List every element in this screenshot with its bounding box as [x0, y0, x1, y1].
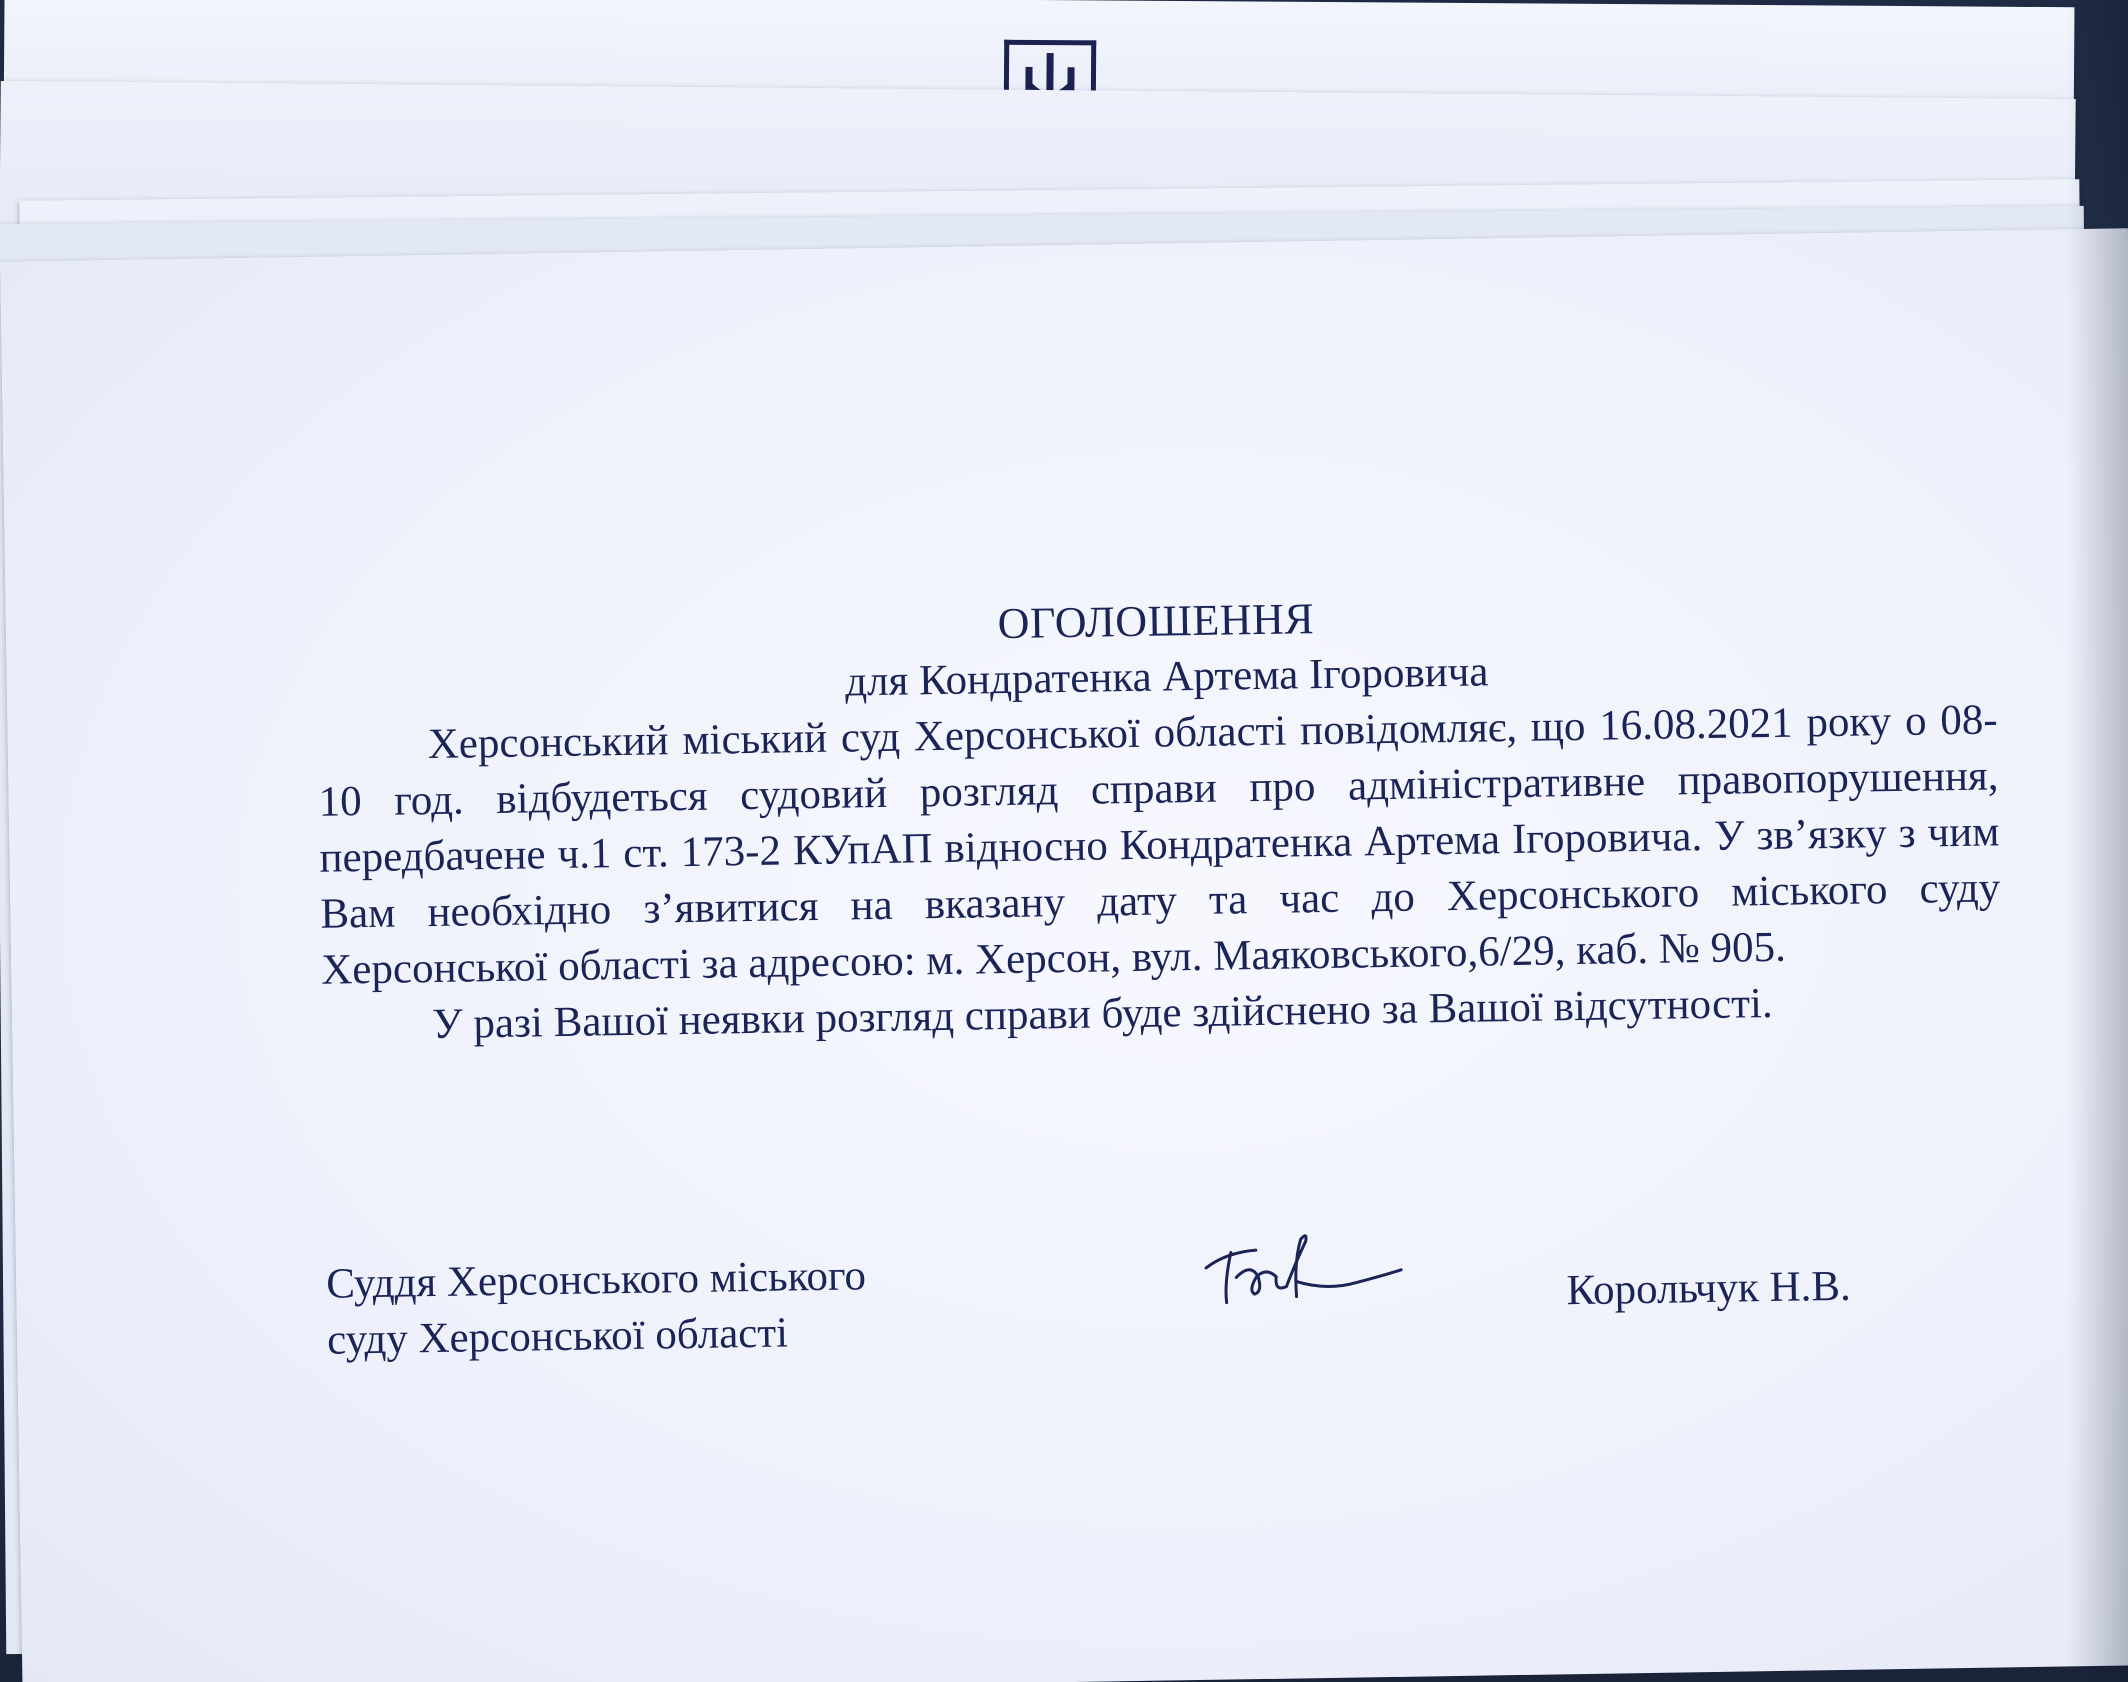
notice-sheet [0, 228, 2128, 1682]
judge-name: Корольчук Н.В. [1566, 1262, 1852, 1315]
judge-title [326, 1246, 1028, 1369]
notice-addressee: для Кондратенка Артема Ігоровича [844, 648, 1489, 706]
handwritten-signature [1195, 1220, 1417, 1333]
judge-title-line-2: суду Херсонської області [326, 1309, 789, 1364]
notice-heading: ОГОЛОШЕННЯ [997, 594, 1315, 649]
notice-text [316, 580, 2003, 1054]
notice-paragraph-1: Херсонський міський суд Херсонської області повідомляє, що 16.08.2021 року о 08-10 год. відбудеться судовий розгляд справи про адміністративне правопорушення, передбачене ч.1 ст. 173-2 КУпАП відносно Кондратенка Артема Ігоровича. У зв’язку з чим Вам необхідно з’явитися на вказану дату та час до Херсонського міського суду Херсонської області за адресою: м. Херсон, вул. Маяковського,6/29, каб. № 905. [318, 696, 2001, 994]
signature-block [326, 1230, 2008, 1396]
judge-title-line-1: Суддя Херсонського міського [325, 1252, 867, 1308]
notice-paragraph-2: У разі Вашої неявки розгляд справи буде здійснено за Вашої відсутності. [431, 979, 1774, 1049]
